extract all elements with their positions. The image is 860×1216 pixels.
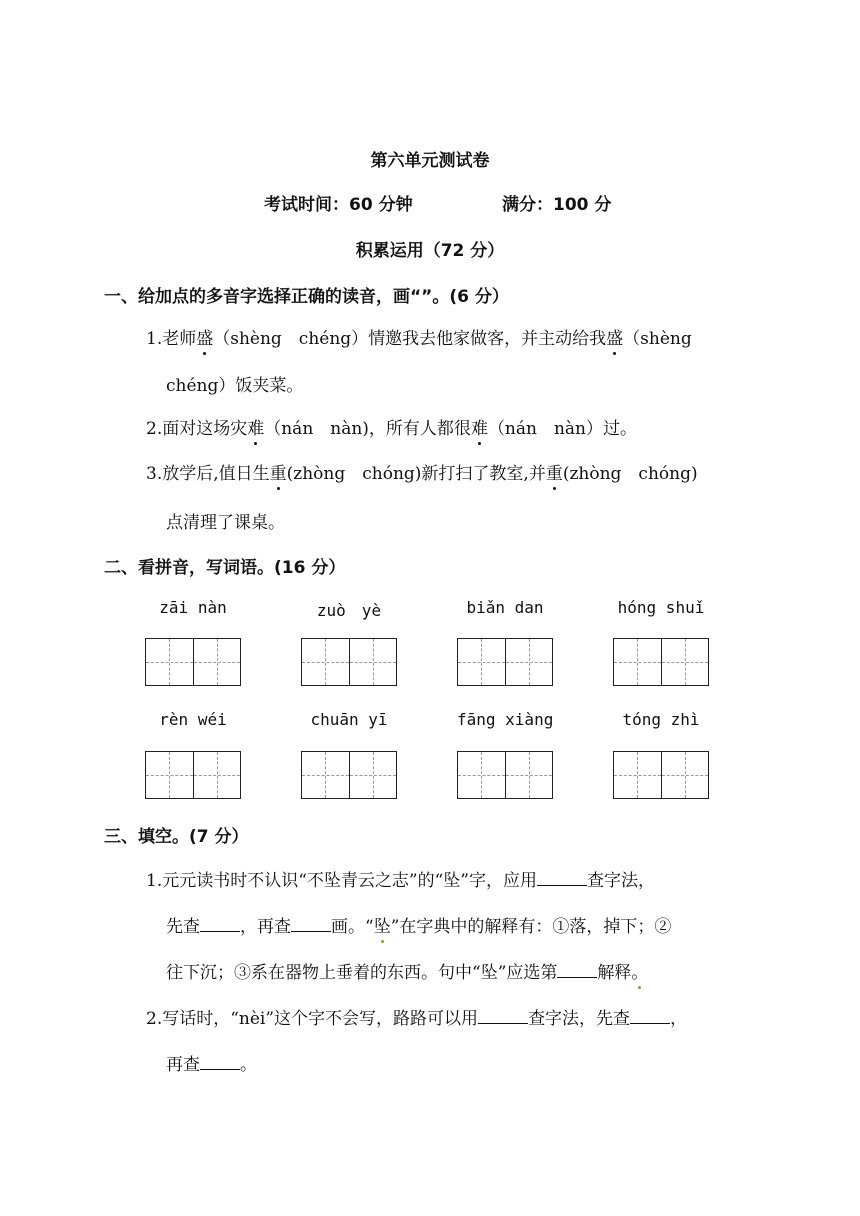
s3-q1-line1 (146, 866, 655, 891)
s3-q2-l1a: 写话时，“nèi”这个字不会写，路路可以用 (162, 1009, 479, 1029)
s3-q1-l2b: ，再查 (240, 917, 291, 937)
s3-q1-num: 1. (146, 871, 163, 891)
s1-q2-dotted-word-1: 难 (247, 414, 264, 439)
s1-q1-dotted-word-2: 盛 (606, 324, 623, 349)
s1-q1-line1 (146, 324, 692, 349)
s3-q1-l3c: 。 (631, 958, 648, 983)
section1-heading: 一、给加点的多音字选择正确的读音，画“”。(6 分） (104, 287, 509, 307)
s3-q1-l1b: 查字法， (587, 871, 655, 891)
s3-q1-l2a: 先查 (166, 917, 200, 937)
s1-q3-dotted-word-2: 重 (546, 459, 563, 484)
s3-q2-line1 (146, 1004, 687, 1029)
s1-q3-a: 放学后,值日生 (162, 464, 270, 484)
writing-grid[interactable] (613, 751, 709, 799)
answer-blank[interactable] (200, 1055, 240, 1070)
pinyin-label: zāi nàn (159, 598, 227, 617)
s3-q1-l3a: 往下沉；③系在器物上垂着的东西。句中“坠”应选第 (166, 963, 558, 983)
writing-grid[interactable] (145, 638, 241, 686)
answer-blank[interactable] (537, 871, 587, 886)
s3-q2-l1b: 查字法，先查 (528, 1009, 631, 1029)
grid-cell[interactable] (302, 639, 349, 685)
grid-cell[interactable] (505, 639, 553, 685)
s1-q3-b: (zhòng chóng)新打扫了教室,并 (286, 464, 546, 484)
s1-q1-dotted-word-1: 盛 (196, 324, 213, 349)
pinyin-label: rèn wéi (159, 710, 227, 729)
s1-q1-num: 1. (146, 329, 163, 349)
grid-cell[interactable] (349, 639, 397, 685)
s3-q1-l2d: ”在字典中的解释有：①落，掉下；② (390, 917, 672, 937)
grid-cell[interactable] (146, 639, 193, 685)
writing-grid[interactable] (613, 638, 709, 686)
answer-blank[interactable] (291, 917, 331, 932)
exam-time: 考试时间：60 分钟 (264, 195, 413, 215)
s1-q1-line2: chéng）饭夹菜。 (166, 376, 304, 396)
writing-grid[interactable] (145, 751, 241, 799)
grid-cell[interactable] (193, 752, 241, 798)
grid-cell[interactable] (302, 752, 349, 798)
s1-q2-dotted-word-2: 难 (471, 414, 488, 439)
writing-grid[interactable] (457, 751, 553, 799)
grid-cell[interactable] (505, 752, 553, 798)
answer-blank[interactable] (478, 1009, 528, 1024)
answer-blank[interactable] (630, 1009, 670, 1024)
s1-q3-line2: 点清理了课桌。 (166, 513, 285, 533)
pinyin-label: chuān yī (310, 710, 388, 729)
pinyin-label: zuò yè (316, 601, 382, 620)
s3-q1-dotted-word: 坠 (374, 912, 391, 937)
pinyin-label: fāng xiàng (457, 710, 554, 729)
grid-cell[interactable] (193, 639, 241, 685)
answer-blank[interactable] (200, 917, 240, 932)
s3-q2-line2 (166, 1050, 257, 1075)
s1-q3-num: 3. (146, 464, 163, 484)
s3-q1-line3 (166, 958, 648, 983)
s1-q2-c: （nán nàn）过。 (487, 419, 638, 439)
s1-q2-line (146, 414, 637, 439)
s1-q2-num: 2. (146, 419, 163, 439)
s1-q2-b: （nán nàn)，所有人都很 (264, 419, 471, 439)
pinyin-label: biǎn dan (466, 598, 544, 617)
grid-cell[interactable] (146, 752, 193, 798)
s3-q1-l2c: 画。“ (331, 917, 374, 937)
s1-q2-a: 面对这场灾 (162, 419, 248, 439)
grid-cell[interactable] (614, 752, 661, 798)
grid-cell[interactable] (661, 752, 709, 798)
part-title: 积累运用（72 分） (355, 241, 505, 261)
s3-q1-l1a: 元元读书时不认识“不坠青云之志”的“坠”字，应用 (162, 871, 537, 891)
writing-grid[interactable] (301, 751, 397, 799)
full-score: 满分：100 分 (502, 195, 612, 215)
s3-q2-l2a: 再查 (166, 1055, 200, 1075)
writing-grid[interactable] (457, 638, 553, 686)
s1-q3-line1 (146, 459, 698, 484)
s3-q1-l3b: 解释 (597, 963, 632, 983)
page-title: 第六单元测试卷 (370, 151, 490, 171)
s1-q1-c: （shèng (623, 329, 692, 349)
s1-q3-c: (zhòng chóng) (562, 464, 698, 484)
section2-heading: 二、看拼音，写词语。(16 分） (104, 558, 346, 578)
answer-blank[interactable] (557, 963, 597, 978)
s3-q2-l1c: ， (670, 1009, 688, 1029)
pinyin-label: hóng shuǐ (617, 598, 705, 617)
pinyin-label: tóng zhì (622, 710, 700, 729)
grid-cell[interactable] (458, 752, 505, 798)
grid-cell[interactable] (458, 639, 505, 685)
s1-q3-dotted-word-1: 重 (270, 459, 287, 484)
s1-q1-a: 老师 (162, 329, 197, 349)
s3-q1-line2 (166, 912, 671, 937)
s3-q2-l2b: 。 (240, 1055, 257, 1075)
s1-q1-b: （shèng chéng）情邀我去他家做客，并主动给我 (213, 329, 607, 349)
section3-heading: 三、填空。(7 分） (104, 827, 249, 847)
grid-cell[interactable] (614, 639, 661, 685)
grid-cell[interactable] (349, 752, 397, 798)
writing-grid[interactable] (301, 638, 397, 686)
s3-q2-num: 2. (146, 1009, 163, 1029)
grid-cell[interactable] (661, 639, 709, 685)
